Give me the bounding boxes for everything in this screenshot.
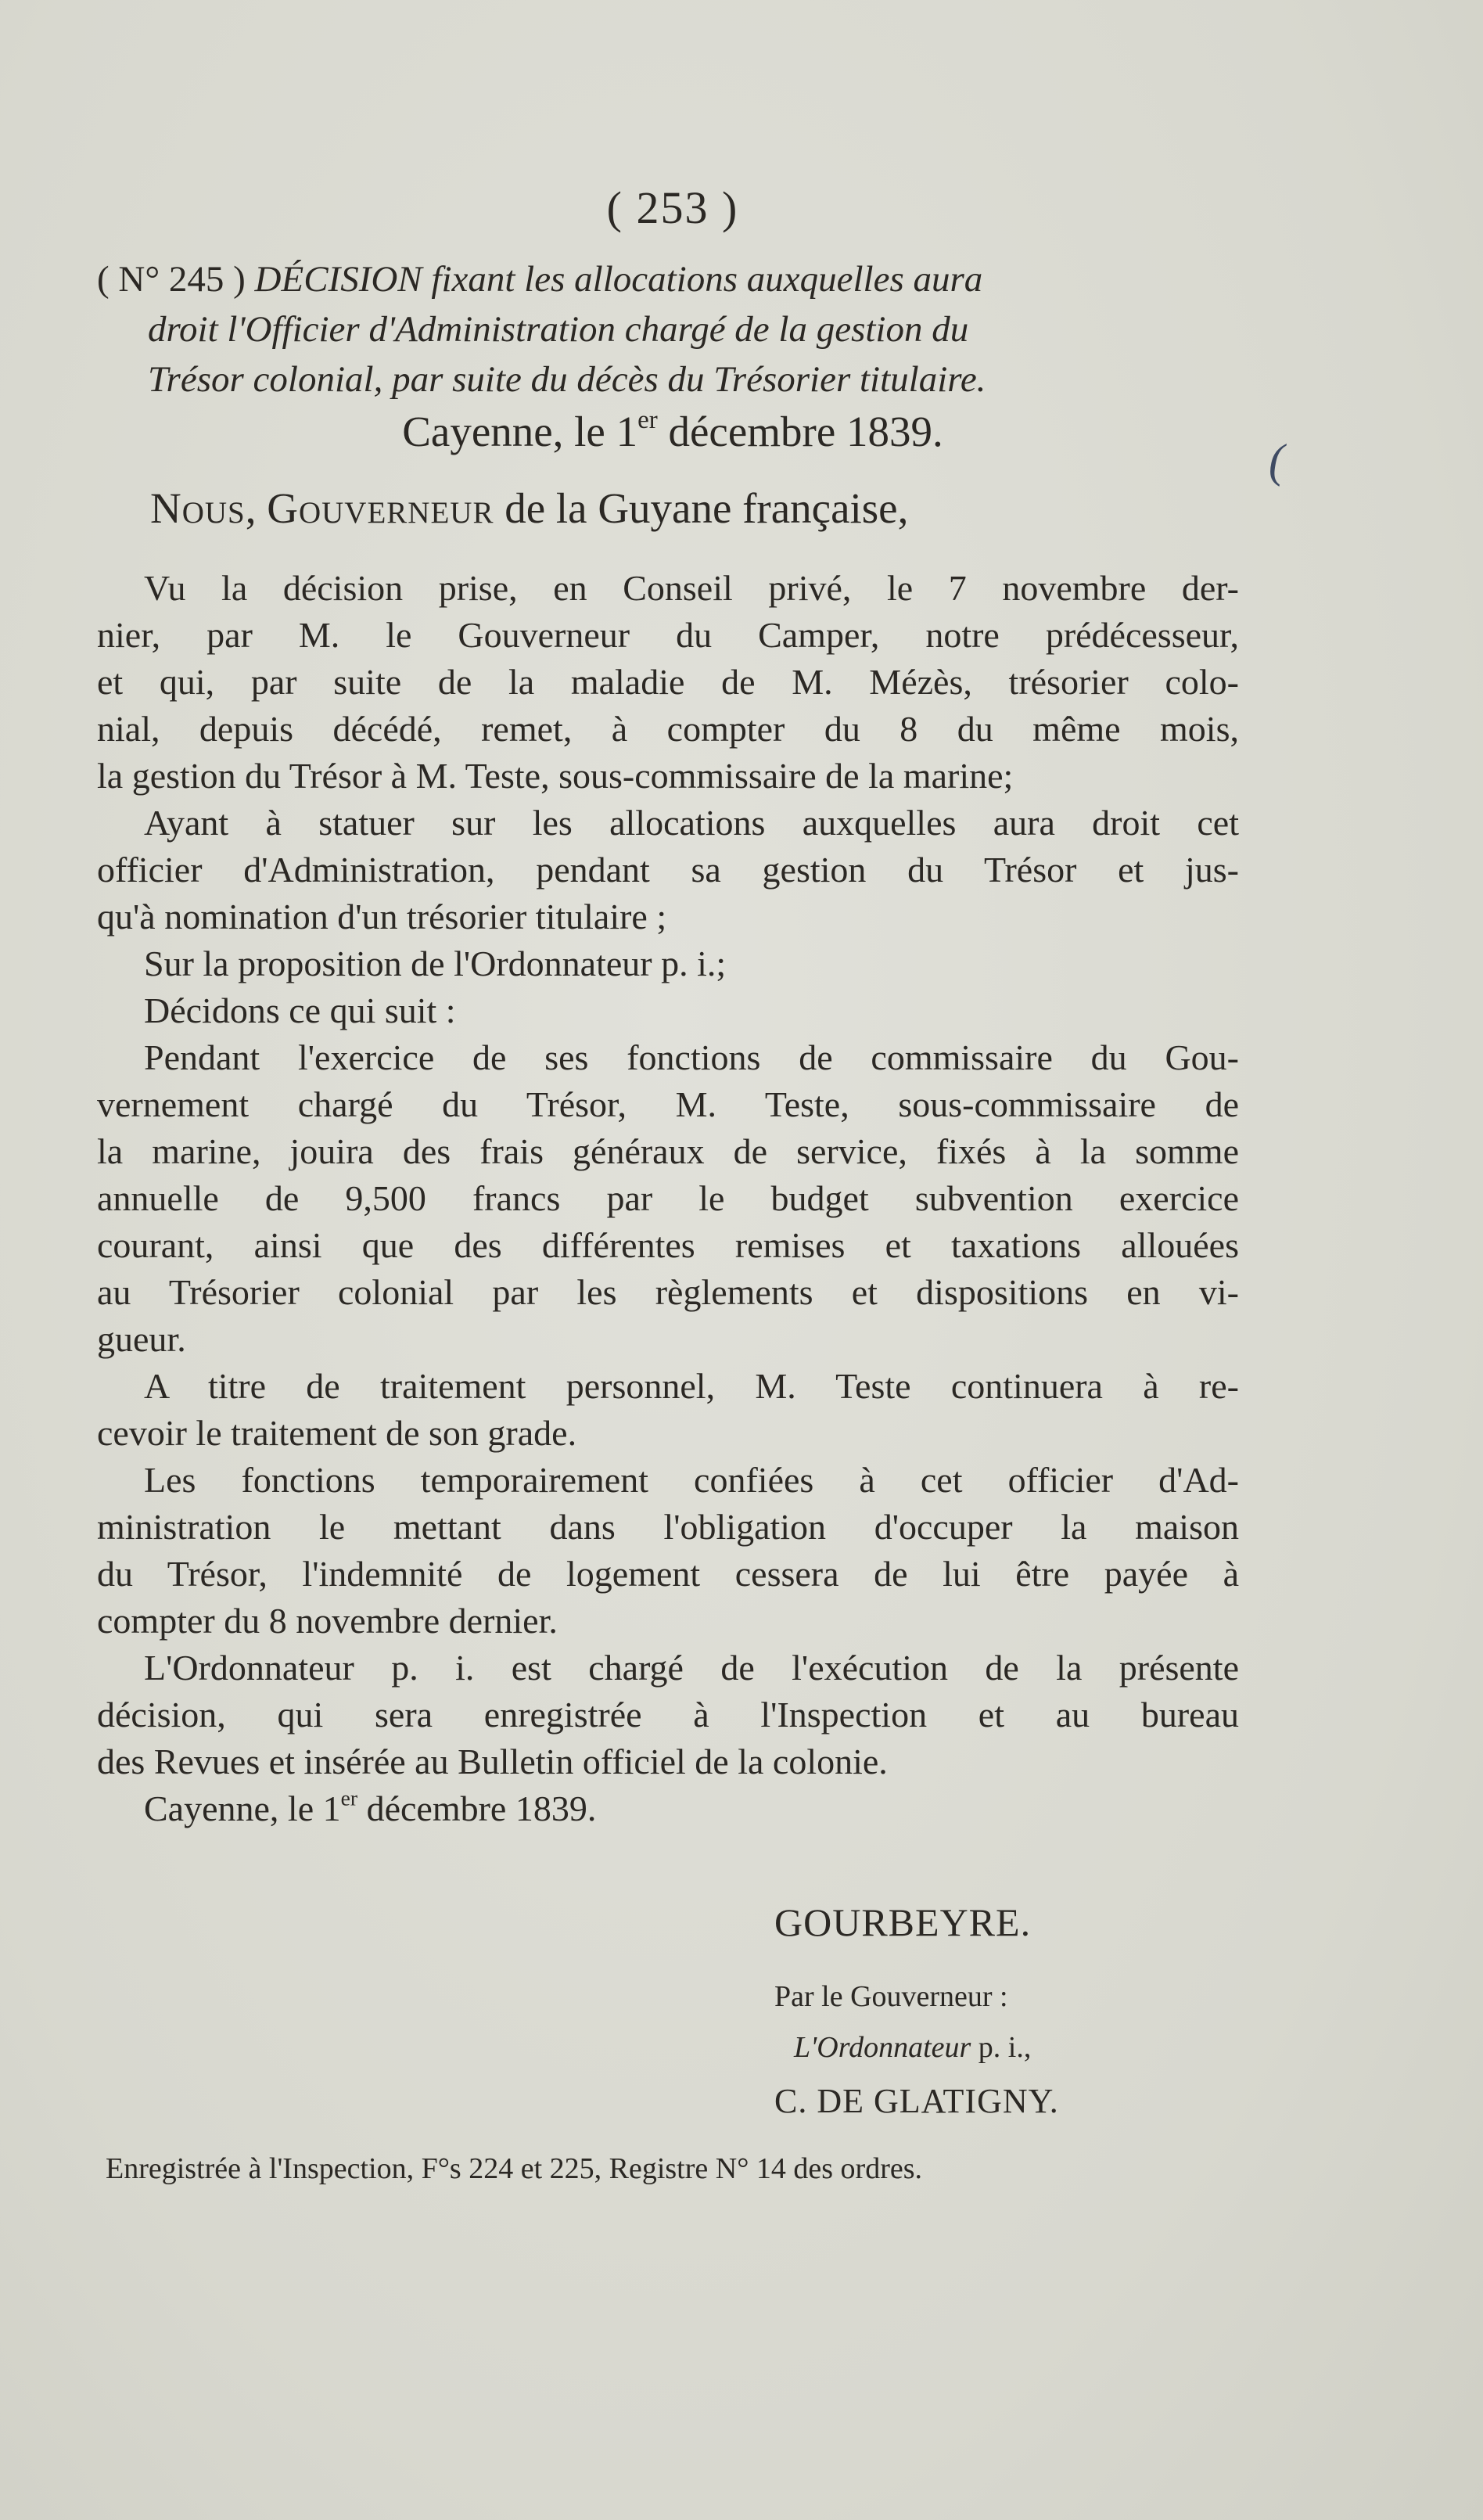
preamble-gouverneur: Gouverneur xyxy=(267,484,494,532)
decision-number: ( N° 245 ) xyxy=(97,259,246,300)
body-line: Pendant l'exercice de ses fonctions de commissaire du Gou- xyxy=(144,1037,1239,1077)
body-line: ministration le mettant dans l'obligation d'occuper la maison xyxy=(97,1507,1239,1547)
body-line: cevoir le traitement de son grade. xyxy=(97,1413,577,1453)
closing-date-sup: er xyxy=(340,1785,358,1810)
preamble: Nous, Gouverneur de la Guyane française, xyxy=(150,484,909,532)
body-line: officier d'Administration, pendant sa gestion du Trésor et jus- xyxy=(97,850,1239,890)
body-line: qu'à nomination d'un trésorier titulaire ; xyxy=(97,897,667,936)
registration-note: Enregistrée à l'Inspection, F°s 224 et 225, Registre N° 14 des ordres. xyxy=(106,2152,923,2185)
body-line: gueur. xyxy=(97,1319,186,1359)
heading-line-2: droit l'Officier d'Administration chargé de la gestion du xyxy=(148,309,969,350)
body-line: nier, par M. le Gouverneur du Camper, notre prédécesseur, xyxy=(97,615,1239,655)
dateline-prefix: Cayenne, le 1 xyxy=(402,408,638,455)
decision-body xyxy=(97,565,1239,1832)
body-line: Les fonctions temporairement confiées à cet officier d'Ad- xyxy=(144,1460,1239,1500)
dateline-sup: er xyxy=(637,405,658,434)
body-line: A titre de traitement personnel, M. Teste continuera à re- xyxy=(144,1366,1239,1406)
preamble-rest: de la Guyane française, xyxy=(494,484,909,532)
body-line: Vu la décision prise, en Conseil privé, le 7 novembre der- xyxy=(144,568,1239,608)
heading-line-1: DÉCISION fixant les allocations auxquelles aura xyxy=(254,259,983,300)
body-line: L'Ordonnateur p. i. est chargé de l'exécution de la présente xyxy=(144,1648,1239,1688)
body-line: des Revues et insérée au Bulletin officiel de la colonie. xyxy=(97,1742,888,1781)
margin-mark: ( xyxy=(1269,435,1284,487)
body-line: et qui, par suite de la maladie de M. Mézès, trésorier colo- xyxy=(97,662,1239,702)
body-line: au Trésorier colonial par les règlements et dispositions en vi- xyxy=(97,1272,1239,1312)
body-line: compter du 8 novembre dernier. xyxy=(97,1601,558,1641)
body-line: la gestion du Trésor à M. Teste, sous-commissaire de la marine; xyxy=(97,756,1014,796)
body-line: la marine, jouira des frais généraux de service, fixés à la somme xyxy=(97,1131,1239,1171)
body-line: Décidons ce qui suit : xyxy=(144,990,456,1030)
dateline xyxy=(0,407,1345,456)
closing-date-suffix: décembre 1839. xyxy=(357,1788,597,1828)
signature-name: GOURBEYRE. xyxy=(774,1900,1032,1944)
preamble-nous: Nous xyxy=(150,484,246,532)
signature-role-italic: L'Ordonnateur xyxy=(794,2031,971,2064)
closing-date xyxy=(97,1785,1239,1832)
body-line: annuelle de 9,500 francs par le budget subvention exercice xyxy=(97,1178,1239,1218)
closing-date-prefix: Cayenne, le 1 xyxy=(144,1788,341,1828)
page-number: ( 253 ) xyxy=(606,182,739,233)
body-line: courant, ainsi que des différentes remises et taxations allouées xyxy=(97,1225,1239,1265)
heading-line-3: Trésor colonial, par suite du décès du Trésorier titulaire. xyxy=(148,359,986,400)
signature-role xyxy=(794,2030,1031,2065)
signature-role-rest: p. i., xyxy=(971,2031,1032,2064)
dateline-suffix: décembre 1839. xyxy=(657,408,943,455)
body-line: Ayant à statuer sur les allocations auxquelles aura droit cet xyxy=(144,803,1239,843)
body-line: du Trésor, l'indemnité de logement cessera de lui être payée à xyxy=(97,1554,1239,1594)
signature-by: Par le Gouverneur : xyxy=(774,1980,1008,2013)
countersignature: C. DE GLATIGNY. xyxy=(774,2082,1059,2120)
body-line: nial, depuis décédé, remet, à compter du 8 du même mois, xyxy=(97,709,1239,749)
body-line: vernement chargé du Trésor, M. Teste, sous-commissaire de xyxy=(97,1084,1239,1124)
body-line: Sur la proposition de l'Ordonnateur p. i.; xyxy=(144,944,727,983)
decision-heading xyxy=(97,254,1239,404)
body-line: décision, qui sera enregistrée à l'Inspection et au bureau xyxy=(97,1695,1239,1735)
